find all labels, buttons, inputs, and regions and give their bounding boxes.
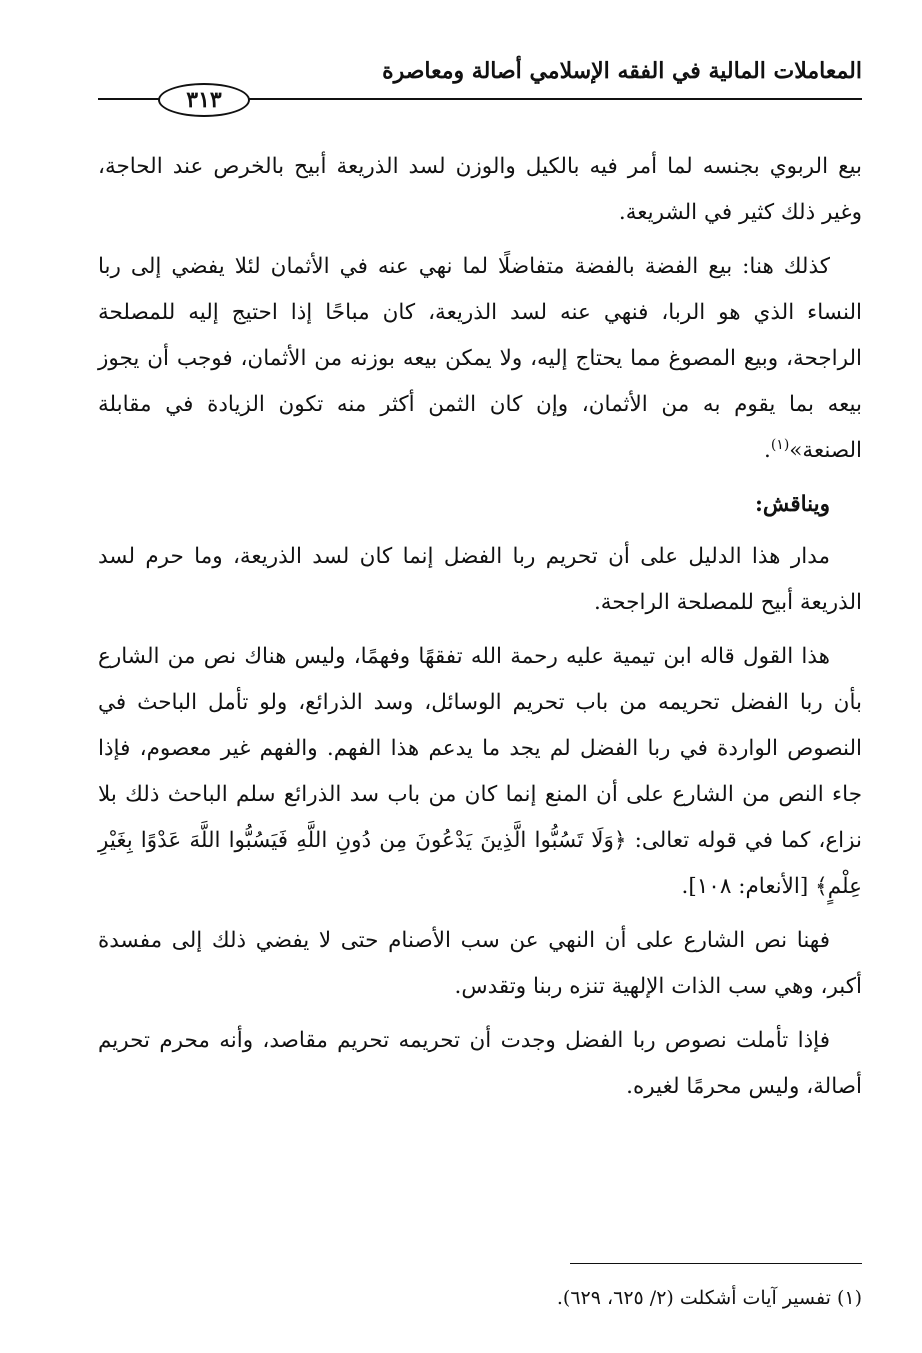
paragraph-2-end: .: [763, 438, 771, 463]
running-header: المعاملات المالية في الفقه الإسلامي أصالة ومعاصرة: [382, 58, 862, 84]
footnotes: [98, 1283, 862, 1313]
paragraph-4: [98, 634, 862, 910]
footnote-marker: (١): [836, 1287, 862, 1309]
section-heading: ويناقش:: [754, 492, 830, 517]
verse-reference: [الأنعام: ١٠٨].: [681, 874, 809, 899]
footnote-reference[interactable]: (١): [770, 436, 790, 453]
body-text: [98, 144, 862, 1118]
paragraph-5: فهنا نص الشارع على أن النهي عن سب الأصنام حتى لا يفضي ذلك إلى مفسدة أكبر، وهي سب الذات الإلهية تنزه ربنا وتقدس.: [98, 928, 862, 999]
quran-verse: ﴿وَلَا تَسُبُّوا الَّذِينَ يَدْعُونَ مِن دُونِ اللَّهِ فَيَسُبُّوا اللَّهَ عَدْوًا بِغَيْرِ عِلْمٍ﴾: [98, 828, 862, 899]
paragraph-1: بيع الربوي بجنسه لما أمر فيه بالكيل والوزن لسد الذريعة أبيح بالخرص عند الحاجة، وغير ذلك كثير في الشريعة.: [98, 154, 862, 225]
paragraph-3: مدار هذا الدليل على أن تحريم ربا الفضل إنما كان لسد الذريعة، وما حرم لسد الذريعة أبيح للمصلحة الراجحة.: [98, 544, 862, 615]
paragraph-2-text: كذلك هنا: بيع الفضة بالفضة متفاضلًا لما نهي عنه في الأثمان لئلا يفضي إلى ربا النساء الذي هو الربا، فنهي عنه لسد الذريعة، كان مباحًا إذا احتيج إليه للمصلحة الراجحة، وبيع المصوغ مما يحتاج إليه، ولا يمكن بيعه بوزنه من الأثمان، فوجب أن يجوز بيعه بما يقوم به من الأثمان، وإن كان الثمن أكثر منه تكون الزيادة في مقابلة الصنعة»: [98, 254, 862, 463]
paragraph-4-text: هذا القول قاله ابن تيمية عليه رحمة الله تفقهًا وفهمًا، وليس هناك نص من الشارع بأن ربا الفضل تحريمه من باب تحريم الوسائل، وسد الذرائع، ولو تأمل الباحث في النصوص الواردة في ربا الفضل لم يجد ما يدعم هذا الفهم. والفهم غير معصوم، فإذا جاء النص من الشارع على أن المنع إنما كان من باب سد الذرائع سلم الباحث ذلك بلا نزاع، كما في قوله تعالى:: [98, 644, 862, 853]
footnote-rule: [570, 1263, 862, 1264]
paragraph-6: فإذا تأملت نصوص ربا الفضل وجدت أن تحريمه تحريم مقاصد، وأنه محرم تحريم أصالة، وليس محرمًا لغيره.: [98, 1028, 862, 1099]
footnote-item: [98, 1283, 862, 1313]
paragraph-2: [98, 244, 862, 474]
page-number: [158, 83, 250, 117]
footnote-text: تفسير آيات أشكلت (٢/ ٦٢٥، ٦٢٩).: [556, 1287, 831, 1309]
page-number-text: ٣١٣: [186, 87, 222, 113]
